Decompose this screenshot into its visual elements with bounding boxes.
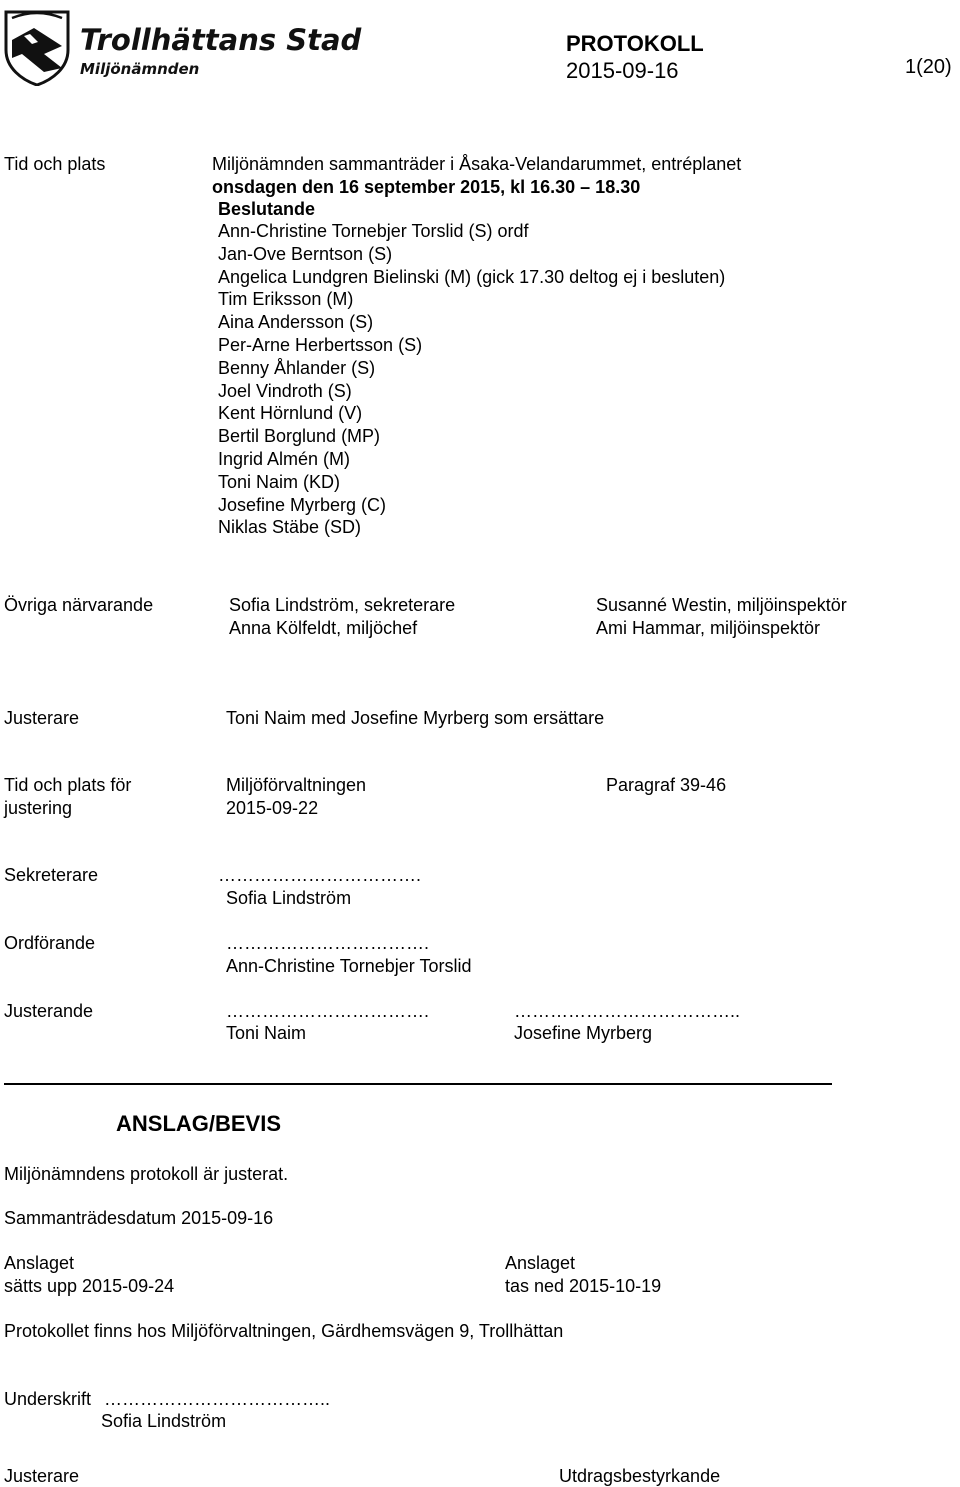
member-item: Joel Vindroth (S) <box>218 380 352 401</box>
notice-removed-date: tas ned 2015-10-19 <box>505 1276 662 1296</box>
member-item: Jan-Ove Berntson (S) <box>218 243 393 264</box>
member-item: Tim Eriksson (M) <box>218 289 354 310</box>
member-item: Toni Naim (KD) <box>218 471 341 492</box>
member-item: Kent Hörnlund (V) <box>218 403 363 424</box>
others-label: Övriga närvarande <box>4 595 154 615</box>
document-type: PROTOKOLL <box>566 31 704 56</box>
org-subtitle: Miljönämnden <box>80 60 200 78</box>
adjuster-label: Justerare <box>4 708 80 728</box>
decision-makers-list <box>218 220 725 539</box>
member-item: Josefine Myrberg (C) <box>218 494 387 515</box>
member-item: Benny Åhlander (S) <box>218 357 376 378</box>
adjust-time-label: Tid och plats för <box>4 775 132 795</box>
page-number: 1(20) <box>905 56 952 78</box>
chair-name: Ann-Christine Tornebjer Torslid <box>226 956 472 976</box>
notice-location: Protokollet finns hos Miljöförvaltningen, Gärdhemsvägen 9, Trollhättan <box>4 1321 564 1341</box>
member-item: Niklas Stäbe (SD) <box>218 517 362 538</box>
document-date: 2015-09-16 <box>566 58 679 83</box>
footer-adjuster: Justerare <box>4 1466 80 1486</box>
adjust-place: Miljöförvaltningen <box>226 775 367 795</box>
member-item: Per-Arne Herbertsson (S) <box>218 334 423 355</box>
notice-heading: ANSLAG/BEVIS <box>116 1111 282 1136</box>
municipal-coat-of-arms-logo <box>4 6 70 86</box>
adjust-date: 2015-09-22 <box>226 798 319 818</box>
adjuster2-signature-line: ……………………………….. <box>514 1001 741 1021</box>
member-item: Angelica Lundgren Bielinski (M) (gick 17.30 deltog ej i besluten) <box>218 266 726 287</box>
others-person: Ami Hammar, miljöinspektör <box>596 618 821 638</box>
chair-signature-line: ……………………………. <box>226 933 430 953</box>
decision-makers-heading: Beslutande <box>218 199 316 219</box>
notice-removed-label: Anslaget <box>505 1253 576 1273</box>
notice-posted-date: sätts upp 2015-09-24 <box>4 1276 175 1296</box>
secretary-name: Sofia Lindström <box>226 888 352 908</box>
member-item: Bertil Borglund (MP) <box>218 426 381 447</box>
notice-meeting-date: Sammanträdesdatum 2015-09-16 <box>4 1208 274 1228</box>
notice-signature-line: ……………………………….. <box>104 1389 331 1409</box>
member-item: Ingrid Almén (M) <box>218 448 351 469</box>
meeting-place: Miljönämnden sammanträder i Åsaka-Velandarummet, entréplanet <box>212 154 742 174</box>
member-item: Aina Andersson (S) <box>218 312 374 333</box>
adjust-time-label-2: justering <box>4 798 73 818</box>
meeting-label: Tid och plats <box>4 154 106 174</box>
others-person: Sofia Lindström, sekreterare <box>229 595 456 615</box>
adjust-paragraphs: Paragraf 39-46 <box>606 775 727 795</box>
adjusting-label: Justerande <box>4 1001 94 1021</box>
notice-posted-label: Anslaget <box>4 1253 75 1273</box>
notice-signature-name: Sofia Lindström <box>101 1411 227 1431</box>
adjuster1-name: Toni Naim <box>226 1023 307 1043</box>
adjuster2-name: Josefine Myrberg <box>514 1023 653 1043</box>
footer-extract-certification: Utdragsbestyrkande <box>559 1466 721 1486</box>
org-name: Trollhättans Stad <box>80 23 362 57</box>
secretary-signature-line: ……………………………. <box>218 865 422 885</box>
adjuster-value: Toni Naim med Josefine Myrberg som ersättare <box>226 708 605 728</box>
chair-label: Ordförande <box>4 933 96 953</box>
others-person: Susanné Westin, miljöinspektör <box>596 595 847 615</box>
adjuster1-signature-line: ……………………………. <box>226 1001 430 1021</box>
secretary-label: Sekreterare <box>4 865 99 885</box>
meeting-date: onsdagen den 16 september 2015, kl 16.30 – 18.30 <box>212 177 641 197</box>
notice-signature-label: Underskrift <box>4 1389 92 1409</box>
others-person: Anna Kölfeldt, miljöchef <box>229 618 418 638</box>
section-divider <box>4 1083 832 1085</box>
notice-adjusted: Miljönämndens protokoll är justerat. <box>4 1164 289 1184</box>
member-item: Ann-Christine Tornebjer Torslid (S) ordf <box>218 221 529 241</box>
